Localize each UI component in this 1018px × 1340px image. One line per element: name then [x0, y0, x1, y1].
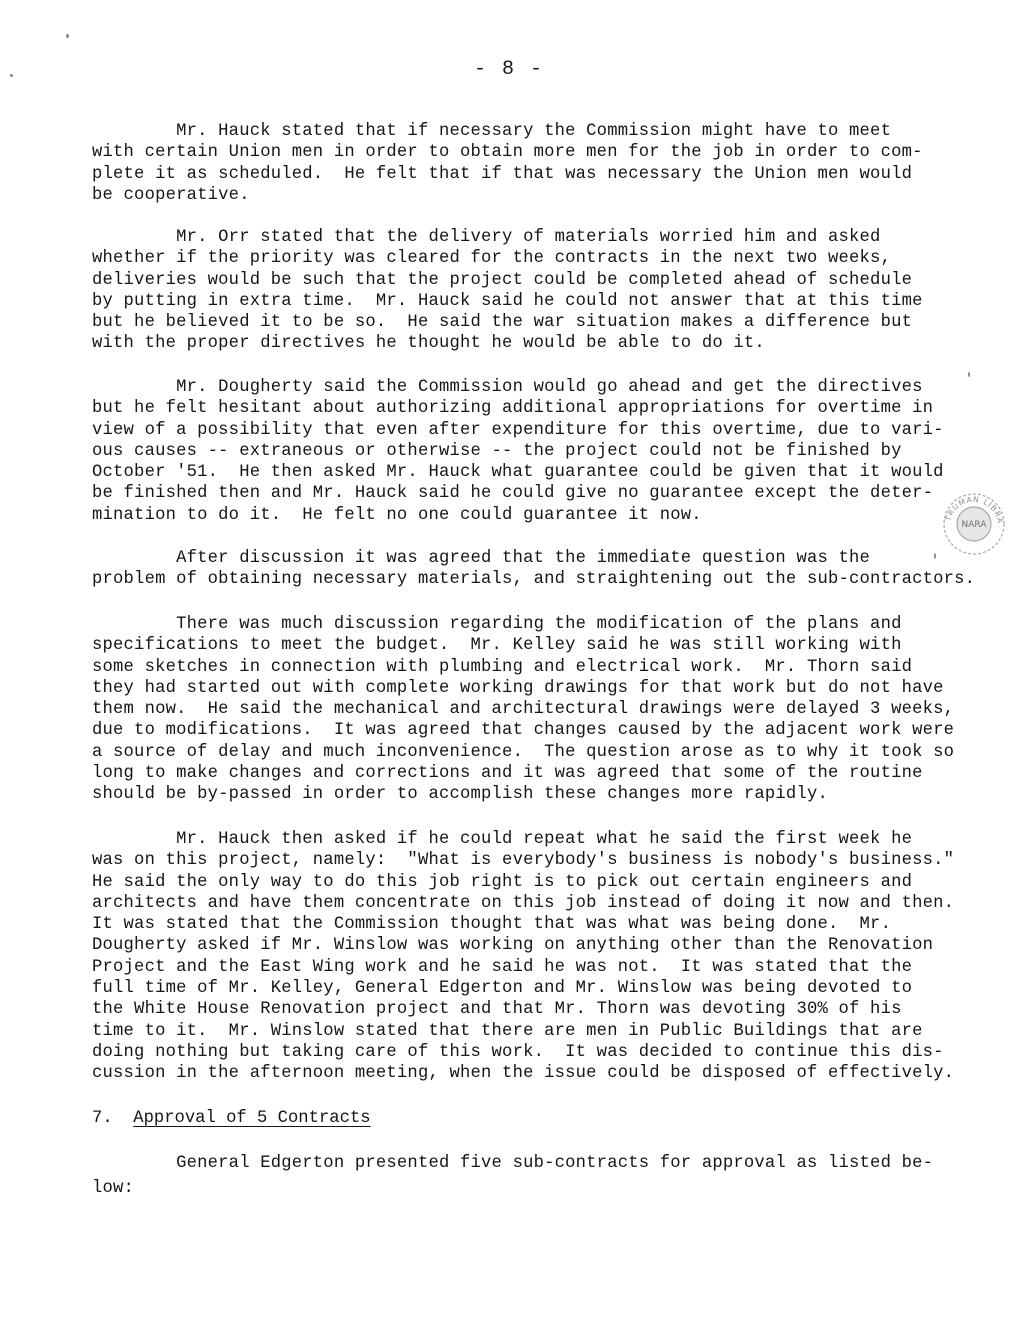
text-line: them now. He said the mechanical and architectural drawings were delayed 3 weeks, — [92, 700, 955, 720]
text-line: Project and the East Wing work and he said he was not. It was stated that the — [92, 957, 913, 977]
text-line: deliveries would be such that the project could be completed ahead of schedule — [92, 270, 913, 290]
text-line: plete it as scheduled. He felt that if that was necessary the Union men would — [92, 164, 913, 184]
text-line: they had started out with complete working drawings for that work but do not have — [92, 678, 944, 698]
text-line: be cooperative. — [92, 185, 250, 205]
page-number: - 8 - — [473, 58, 544, 81]
text-line: Mr. Hauck stated that if necessary the Commission might have to meet — [92, 122, 892, 141]
text-line: mination to do it. He felt no one could guarantee it now. — [92, 505, 702, 525]
scan-speck — [934, 553, 936, 559]
text-line: whether if the priority was cleared for the contracts in the next two weeks, — [92, 249, 892, 269]
text-line: view of a possibility that even after expenditure for this overtime, due to vari- — [92, 420, 944, 440]
text-line: ous causes -- extraneous or otherwise -- the project could not be finished by — [92, 441, 902, 461]
text-line: long to make changes and corrections and it was agreed that some of the routine — [92, 764, 923, 784]
text-line: General Edgerton presented five sub-contracts for approval as listed be- — [92, 1154, 934, 1173]
text-line: but he believed it to be so. He said the war situation makes a difference but — [92, 313, 913, 333]
text-line: the White House Renovation project and that Mr. Thorn was devoting 30% of his — [92, 1000, 902, 1020]
text-line: due to modifications. It was agreed that changes caused by the adjacent work were — [92, 721, 955, 741]
section-title: Approval of 5 Contracts — [133, 1109, 371, 1128]
paragraph-dougherty-directives — [92, 377, 972, 526]
archive-stamp-seal — [938, 486, 1010, 558]
scan-speck — [66, 34, 69, 38]
text-line: After discussion it was agreed that the immediate question was the — [92, 549, 871, 568]
text-line: specifications to meet the budget. Mr. Kelley said he was still working with — [92, 636, 902, 656]
text-line: was on this project, namely: "What is everybody's business is nobody's business." — [92, 851, 955, 871]
paragraph-orr-materials — [92, 227, 972, 355]
text-line: There was much discussion regarding the modification of the plans and — [92, 615, 902, 634]
text-line: be finished then and Mr. Hauck said he could give no guarantee except the deter- — [92, 484, 934, 504]
text-line: Mr. Dougherty said the Commission would go ahead and get the directives — [92, 378, 923, 397]
text-line: doing nothing but taking care of this work. It was decided to continue this dis- — [92, 1042, 944, 1062]
text-line: time to it. Mr. Winslow stated that there are men in Public Buildings that are — [92, 1021, 923, 1041]
paragraph-hauck-union — [92, 121, 972, 206]
text-line: but he felt hesitant about authorizing additional appropriations for overtime in — [92, 399, 934, 419]
scan-speck — [968, 372, 970, 377]
text-line: a source of delay and much inconvenience. The question arose as to why it took so — [92, 742, 955, 762]
text-line: should be by-passed in order to accomplish these changes more rapidly. — [92, 785, 828, 805]
text-line: low: — [92, 1179, 135, 1199]
text-line: cussion in the afternoon meeting, when the issue could be disposed of effectively. — [92, 1064, 955, 1084]
text-line: problem of obtaining necessary materials, and straightening out the sub-contractors. — [92, 570, 976, 590]
text-line: by putting in extra time. Mr. Hauck said he could not answer that at this time — [92, 291, 923, 311]
text-line: some sketches in connection with plumbing and electrical work. Mr. Thorn said — [92, 657, 913, 677]
text-line: architects and have them concentrate on this job instead of doing it now and then. — [92, 893, 955, 913]
section-heading — [92, 1108, 371, 1130]
text-line: full time of Mr. Kelley, General Edgerton and Mr. Winslow was being devoted to — [92, 979, 913, 999]
text-line: with certain Union men in order to obtain more men for the job in order to com- — [92, 143, 923, 163]
text-line: with the proper directives he thought he would be able to do it. — [92, 334, 765, 354]
paragraph-edgerton-contracts — [92, 1153, 972, 1200]
text-line: Mr. Orr stated that the delivery of materials worried him and asked — [92, 228, 881, 247]
text-line: Mr. Hauck then asked if he could repeat what he said the first week he — [92, 830, 913, 849]
section-number: 7. — [92, 1109, 113, 1128]
text-line: October '51. He then asked Mr. Hauck what guarantee could be given that it would — [92, 463, 944, 483]
text-line: He said the only way to do this job right is to pick out certain engineers and — [92, 872, 913, 892]
paragraph-hauck-business — [92, 829, 972, 1085]
archive-stamp — [938, 486, 1010, 558]
paragraph-modification-plans — [92, 614, 972, 806]
stamp-center-text: NARA — [961, 520, 987, 530]
scan-speck — [10, 74, 13, 77]
text-line: It was stated that the Commission thought that was what was being done. Mr. — [92, 915, 892, 935]
stamp-arc-text: TRUMAN LIBRA — [943, 494, 1005, 525]
text-line: Dougherty asked if Mr. Winslow was working on anything other than the Renovation — [92, 936, 934, 956]
paragraph-after-discussion — [92, 548, 976, 591]
